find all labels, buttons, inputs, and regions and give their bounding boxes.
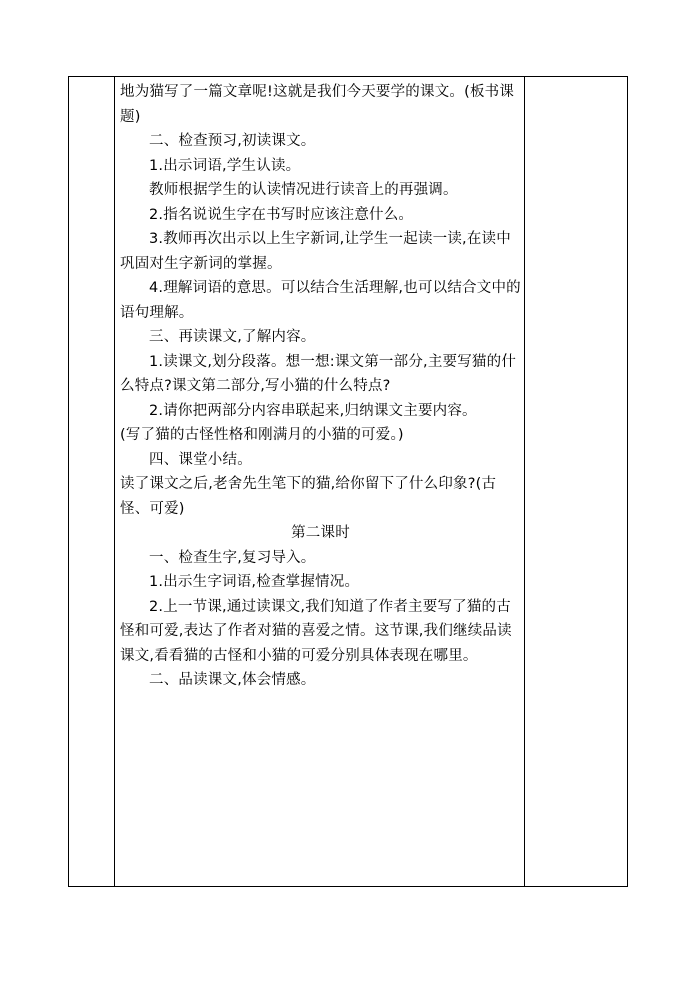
lesson-content bbox=[115, 77, 524, 693]
left-column-cell bbox=[69, 77, 115, 887]
paragraph: 二、品读课文,体会情感。 bbox=[149, 672, 316, 688]
paragraph: 一、检查生字,复习导入。 bbox=[149, 549, 316, 566]
paragraph: 2.上一节课,通过读课文,我们知道了作者主要写了猫的古怪和可爱,表达了作者对猫的喜爱之情。这节课,我们继续品读课文,看看猫的古怪和小猫的可爱分别具体表现在哪里。 bbox=[120, 598, 512, 664]
paragraph: 1.出示生字词语,检查掌握情况。 bbox=[149, 574, 360, 590]
paragraph: 四、课堂小结。 bbox=[149, 451, 252, 468]
paragraph: 教师根据学生的认读情况进行读音上的再强调。 bbox=[149, 182, 458, 198]
lesson-plan-table bbox=[68, 76, 628, 887]
paragraph: 2.请你把两部分内容串联起来,归纳课文主要内容。 bbox=[149, 402, 477, 419]
paragraph: 1.出示词语,学生认读。 bbox=[149, 157, 301, 174]
paragraph: 读了课文之后,老舍先生笔下的猫,给你留下了什么印象?(古怪、可爱) bbox=[120, 476, 497, 517]
right-column-cell bbox=[525, 77, 628, 887]
section-heading: 第二课时 bbox=[291, 525, 350, 541]
table-row bbox=[69, 77, 628, 887]
paragraph: (写了猫的古怪性格和刚满月的小猫的可爱。) bbox=[120, 427, 404, 443]
paragraph: 三、再读课文,了解内容。 bbox=[149, 329, 316, 345]
paragraph: 地为猫写了一篇文章呢!这就是我们今天要学的课文。(板书课题) bbox=[120, 84, 515, 125]
paragraph: 二、检查预习,初读课文。 bbox=[149, 133, 316, 149]
paragraph: 2.指名说说生字在书写时应该注意什么。 bbox=[149, 206, 414, 223]
paragraph: 3.教师再次出示以上生字新词,让学生一起读一读,在读中巩固对生字新词的掌握。 bbox=[120, 231, 511, 272]
main-content-cell bbox=[115, 77, 525, 887]
paragraph: 1.读课文,划分段落。想一想:课文第一部分,主要写猫的什么特点?课文第二部分,写小猫的什么特点? bbox=[120, 353, 517, 394]
paragraph: 4.理解词语的意思。可以结合生活理解,也可以结合文中的语句理解。 bbox=[120, 280, 521, 321]
